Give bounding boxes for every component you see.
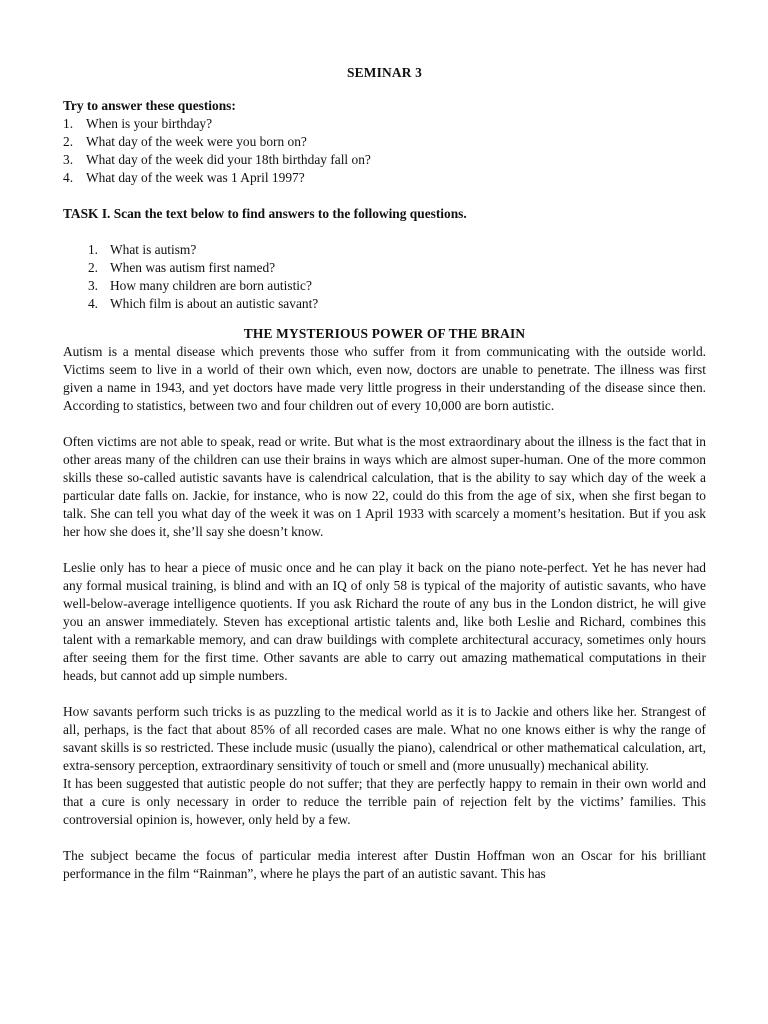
list-item-number: 1. [63, 116, 74, 131]
list-item [63, 277, 706, 295]
article-paragraph: It has been suggested that autistic people do not suffer; that they are perfectly happy to remain in their own world and that a cure is only necessary in order to reduce the terrible pain of rejection felt by the victims’ families. This controversial opinion is, however, only held by a few. [63, 776, 706, 827]
article-paragraph: Autism is a mental disease which prevents those who suffer from it from communicating with the outside world. Victims seem to live in a world of their own which, even now, doctors are unable to penetrate. The illness was first given a name in 1943, and yet doctors have made very little progress in their understanding of the disease since then. According to statistics, between two and four children out of every 10,000 are born autistic. [63, 344, 706, 413]
list-item [63, 169, 706, 187]
document-page [63, 60, 706, 901]
list-item-text: What is autism? [110, 242, 197, 257]
list-item-number: 2. [87, 260, 98, 275]
list-item-text: When is your birthday? [86, 116, 213, 131]
list-item [63, 259, 706, 277]
article-paragraph: The subject became the focus of particular media interest after Dustin Hoffman won an Oscar for his brilliant performance in the film “Rainman”, where he plays the part of an autistic savant. This has [63, 848, 706, 881]
list-item-number: 3. [63, 152, 74, 167]
list-item [63, 115, 706, 133]
article-paragraph: Often victims are not able to speak, read or write. But what is the most extraordinary about the illness is the fact that in other areas many of the children can use their brains in ways which are almost super-human. One of the more common skills these so-called autistic savants have is calendrical calculation, that is the ability to say which day of the week a particular date falls on. Jackie, for instance, who is now 22, could do this from the age of six, when she first began to talk. She can tell you what day of the week it was on 1 April 1933 with scarcely a moment’s hesitation. But if you ask her how she does it, she’ll say she doesn’t know. [63, 434, 706, 539]
list-item-text: What day of the week was 1 April 1997? [86, 170, 305, 185]
list-item-text: How many children are born autistic? [110, 278, 312, 293]
list-item-number: 2. [63, 134, 74, 149]
list-item [63, 151, 706, 169]
list-item [63, 295, 706, 313]
intro-question-list [63, 115, 706, 187]
task-heading: TASK I. Scan the text below to find answers to the following questions. [63, 206, 467, 221]
list-item-text: What day of the week did your 18th birthday fall on? [86, 152, 371, 167]
list-item-number: 1. [87, 242, 98, 257]
list-item [63, 241, 706, 259]
list-item [63, 133, 706, 151]
seminar-title: SEMINAR 3 [346, 65, 423, 80]
list-item-text: Which film is about an autistic savant? [110, 296, 319, 311]
intro-heading: Try to answer these questions: [63, 98, 236, 113]
list-item-number: 3. [87, 278, 98, 293]
list-item-number: 4. [87, 296, 98, 311]
article-title: THE MYSTERIOUS POWER OF THE BRAIN [243, 326, 526, 341]
list-item-number: 4. [63, 170, 74, 185]
task-question-list [63, 241, 706, 313]
list-item-text: When was autism first named? [110, 260, 276, 275]
article-paragraph: Leslie only has to hear a piece of music once and he can play it back on the piano note-perfect. Yet he has never had any formal musical training, is blind and with an IQ of only 58 is typical of the majority of autistic savants, who have well-below-average intelligence quotients. If you ask Richard the route of any bus in the London district, he will give you an answer immediately. Steven has exceptional artistic talents and, like both Leslie and Richard, combines this talent with a remarkable memory, and can draw buildings with complete architectural accuracy, sometimes only hours after seeing them for the first time. Other savants are able to carry out amazing mathematical computations in their heads, but cannot add up simple numbers. [63, 560, 706, 683]
list-item-text: What day of the week were you born on? [86, 134, 307, 149]
article-paragraph: How savants perform such tricks is as puzzling to the medical world as it is to Jackie and others like her. Strangest of all, perhaps, is the fact that about 85% of all recorded cases are male. What no one knows either is why the range of savant skills is so restricted. These include music (usually the piano), calendrical or other mathematical calculation, art, extra-sensory perception, extraordinary sensitivity of touch or smell and (more unusually) mechanical ability. [63, 704, 706, 773]
